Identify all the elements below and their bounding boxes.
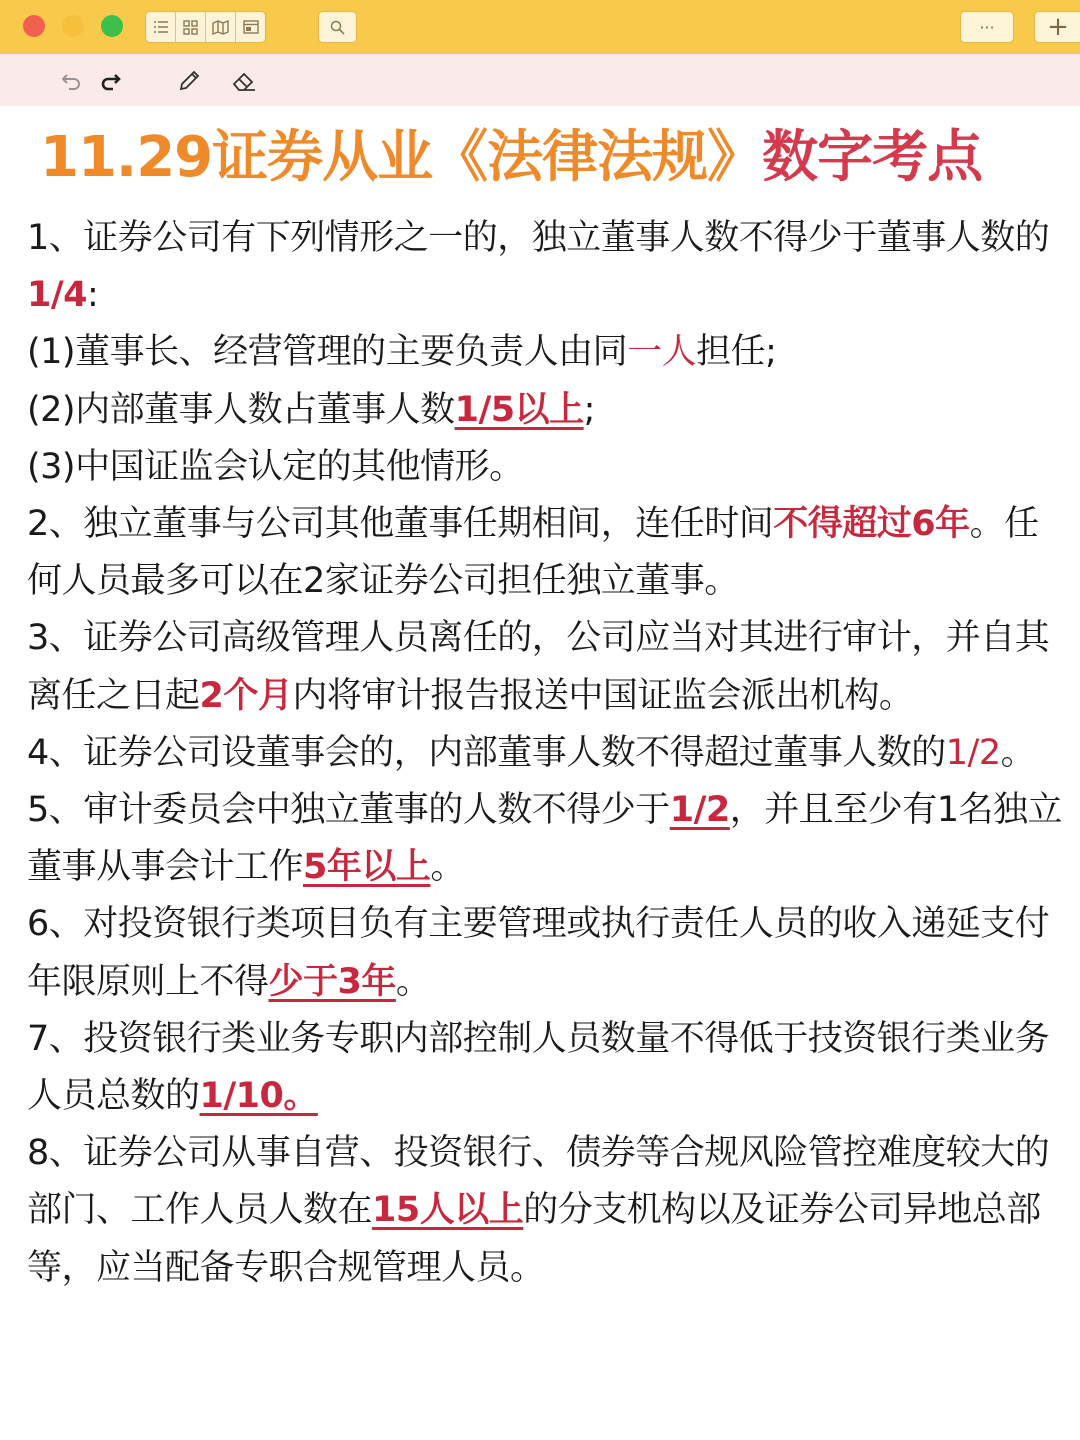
map-icon xyxy=(212,20,229,35)
item-text: 4、证券公司设董事会的，内部董事人数不得超过董事人数的 xyxy=(27,732,946,773)
highlight-value: 1/5以上 xyxy=(454,389,584,430)
drawing-toolbar xyxy=(0,54,1080,106)
zoom-window-button[interactable] xyxy=(101,15,123,37)
highlight-value: 一人 xyxy=(627,332,697,373)
search-button[interactable] xyxy=(318,11,357,43)
item-text: (3)中国证监会认定的其他情形。 xyxy=(27,446,524,487)
pencil-icon xyxy=(177,69,201,93)
map-view-button[interactable] xyxy=(206,12,236,42)
item-text: 。 xyxy=(1000,732,1036,773)
list-icon xyxy=(153,20,169,34)
window-titlebar xyxy=(0,0,1080,54)
highlight-value: 1/10。 xyxy=(199,1076,318,1117)
item-text: 1、证券公司有下列情形之一的，独立董事人数不得少于董事人数的 xyxy=(27,218,1050,258)
eraser-tool[interactable] xyxy=(229,66,259,96)
title-part-red: 数字考点 xyxy=(762,125,983,190)
item-text: 。 xyxy=(430,847,465,888)
list-item-4 xyxy=(27,725,1067,782)
window-icon xyxy=(243,20,259,34)
list-item-3 xyxy=(27,610,1067,724)
list-item-6 xyxy=(27,896,1067,1010)
item-text: 2、独立董事与公司其他董事任期相间，连任时间 xyxy=(27,504,774,545)
title-part-orange: 11.29证券从业《法律法规》 xyxy=(40,125,763,190)
list-item-1-sub-2 xyxy=(27,382,1067,439)
minimize-window-button[interactable] xyxy=(62,15,84,37)
item-text: 的分支机构以及证券公司异地总部等，应当配备专职合规管理人员。 xyxy=(27,1190,1041,1288)
highlight-value: 15人以上 xyxy=(372,1190,524,1231)
highlight-value: 1/2 xyxy=(945,732,1001,773)
redo-icon xyxy=(100,71,122,91)
item-text: 8、证券公司从事自营、投资银行、债券等合规风险管控难度较大的部门、工作人员人数在 xyxy=(27,1133,1050,1231)
list-view-button[interactable] xyxy=(146,12,176,42)
undo-icon xyxy=(60,71,82,91)
highlight-value: 5年以上 xyxy=(303,847,431,888)
item-text: 。任何人员最多可以在2家证券公司担任独立董事。 xyxy=(27,504,1039,602)
item-text: ; xyxy=(583,389,595,430)
highlight-value: 2个月 xyxy=(199,675,293,716)
list-item-1-sub-3 xyxy=(27,439,1067,496)
list-item-1-sub-1 xyxy=(27,324,1067,381)
highlight-value: 1/4 xyxy=(27,275,87,316)
item-text: 5、审计委员会中独立董事的人数不得少于 xyxy=(27,790,670,831)
add-button[interactable]: + xyxy=(1034,11,1080,43)
item-text: 6、对投资银行类项目负有主要管理或执行责任人员的收入递延支付年限原则上不得 xyxy=(27,904,1050,1002)
close-window-button[interactable] xyxy=(23,15,45,37)
item-text: (1)董事长、经营管理的主要负责人由同 xyxy=(27,332,628,373)
notes-body xyxy=(27,210,1067,1297)
item-text: (2)内部董事人数占董事人数 xyxy=(27,389,455,430)
undo-button[interactable] xyxy=(56,66,86,96)
redo-button[interactable] xyxy=(96,66,126,96)
grid-icon xyxy=(183,20,198,35)
window-view-button[interactable] xyxy=(236,12,265,42)
item-text: 3、证券公司高级管理人员离任的，公司应当对其进行审计，并自其离任之日起 xyxy=(27,618,1050,716)
highlight-value: 少于3年 xyxy=(268,961,396,1002)
pencil-tool[interactable] xyxy=(174,66,204,96)
eraser-icon xyxy=(231,69,257,93)
item-text: 担任; xyxy=(696,332,777,373)
list-item-7 xyxy=(27,1011,1067,1125)
highlight-value: 1/2 xyxy=(669,790,730,831)
item-text: : xyxy=(87,275,99,316)
highlight-value: 不得超过6年 xyxy=(773,504,970,545)
page-title xyxy=(40,120,1070,196)
item-text: 。 xyxy=(395,961,431,1002)
list-item-2 xyxy=(27,496,1067,610)
item-text: ，并且至少有1名独立董事从事会计工作 xyxy=(27,790,1063,888)
list-item-1 xyxy=(27,210,1067,324)
list-item-5 xyxy=(27,782,1067,896)
more-button[interactable]: ··· xyxy=(960,11,1014,43)
view-switcher xyxy=(145,11,266,43)
search-icon xyxy=(330,20,345,35)
item-text: 内将审计报告报送中国证监会派出机构。 xyxy=(292,675,914,716)
grid-view-button[interactable] xyxy=(176,12,206,42)
list-item-8 xyxy=(27,1125,1067,1297)
item-text: 7、投资银行类业务专职内部控制人员数量不得低于技资银行类业务人员总数的 xyxy=(27,1018,1050,1117)
